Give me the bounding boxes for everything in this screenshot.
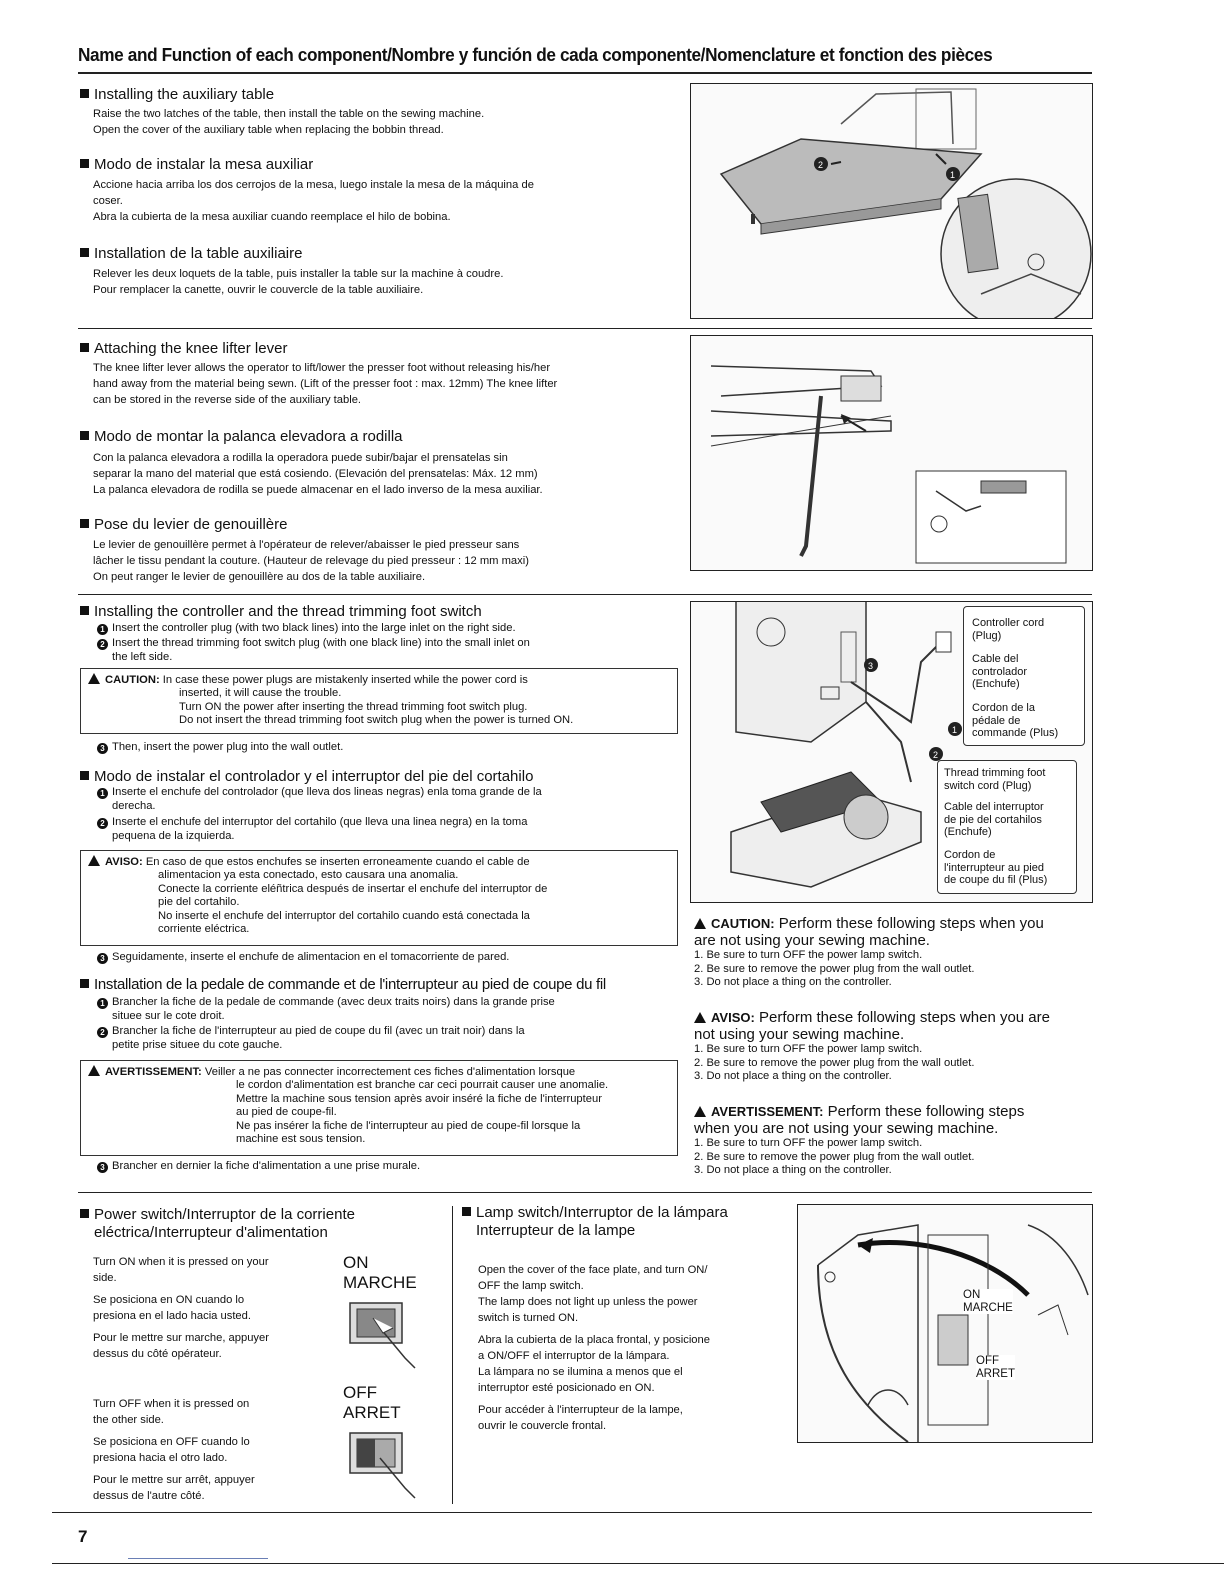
lamp-fig-on: ON MARCHE bbox=[963, 1289, 1013, 1314]
lamp-switch-illustration bbox=[797, 1204, 1093, 1443]
knee-body-fr: Le levier de genouillère permet à l'opérateur de relever/abaisser le pied presseur sans lâcher le tissu pendant la couture. (Hauteur de relevage du pied presseur : 12 mm maxi) On peut ranger le levier de genouillère au dos de la table auxiliaire. bbox=[93, 539, 529, 583]
aux-table-body-en: Raise the two latches of the table, then install the table on the sewing machine. Open the cover of the auxiliary table when replacing the bobbin thread. bbox=[93, 108, 485, 136]
controller-cord-callout: Controller cord (Plug) Cable del controlador (Enchufe) Cordon de la pédale de commande (Plus) bbox=[963, 606, 1085, 746]
caution-box-es: AVISO: En caso de que estos enchufes se inserten erroneamente cuando el cable de alimentacion ya esta conectado, esto causara una anomalia. Conecte la corriente eléñtrica después de insertar el enchufe del interruptor de pie del cortahilo. No inserte el enchufe del interruptor del cortahilo cuando está conectada la corriente eléctrica. bbox=[80, 850, 678, 946]
controller-step3-fr: 3 Brancher en dernier la fiche d'alimentation a une prise murale. bbox=[97, 1160, 420, 1174]
aux-table-heading-fr: Installation de la table auxiliaire bbox=[80, 245, 302, 263]
footer-rule bbox=[52, 1512, 1092, 1513]
controller-heading-es: Modo de instalar el controlador y el interruptor del pie del cortahilo bbox=[80, 768, 533, 786]
knee-heading-en: Attaching the knee lifter lever bbox=[80, 340, 287, 358]
power-off-label: OFF ARRET bbox=[343, 1383, 401, 1422]
controller-step3-es: 3 Seguidamente, inserte el enchufe de alimentacion en el tomacorriente de pared. bbox=[97, 951, 509, 965]
knee-body-en: The knee lifter lever allows the operator to lift/lower the presser foot without releasing his/her hand away from the material being sewn. (Lift of the presser foot : max. 12mm) The knee lifter can be stored in the reverse side of the auxiliary table. bbox=[93, 362, 558, 406]
svg-text:2: 2 bbox=[933, 750, 939, 760]
power-off-text: Turn OFF when it is pressed on the other side. Se posiciona en OFF cuando lo presiona hacia el otro lado. Pour le mettre sur arrêt, appuyer dessus de l'autre côté. bbox=[93, 1398, 255, 1502]
not-using-caution-es: AVISO: Perform these following steps when you are not using your sewing machine. 1. Be sure to turn OFF the power lamp switch. 2. Be sure to remove the power plug from the wall outlet. 3. Do not place a thing on the controller. bbox=[694, 1009, 1050, 1082]
controller-step2-en: 2 Insert the thread trimming foot switch plug (with one black line) into the small inlet on the left side. bbox=[97, 637, 530, 664]
power-switch-heading: Power switch/Interruptor de la corriente eléctrica/Interrupteur d'alimentation bbox=[80, 1206, 355, 1242]
controller-illustration bbox=[690, 601, 1093, 903]
power-off-switch-icon bbox=[345, 1428, 425, 1500]
caution-box-en: CAUTION: In case these power plugs are mistakenly inserted while the power cord is inserted, it will cause the trouble. Turn ON the power after inserting the thread trimming foot switch plug. Do not insert the thread trimming foot switch plug when the power is turned ON. bbox=[80, 668, 678, 734]
svg-text:1: 1 bbox=[950, 170, 956, 180]
aux-table-heading-en: Installing the auxiliary table bbox=[80, 86, 274, 104]
aux-table-illustration bbox=[690, 83, 1093, 319]
controller-step2-fr: 2 Brancher la fiche de l'interrupteur au pied de coupe du fil (avec un trait noir) dans la petite prise situee du cote gauche. bbox=[97, 1025, 525, 1052]
controller-step3-en: 3 Then, insert the power plug into the wall outlet. bbox=[97, 741, 343, 755]
controller-step1-en: 1 Insert the controller plug (with two black lines) into the large inlet on the right side. bbox=[97, 622, 516, 636]
controller-step1-fr: 1 Brancher la fiche de la pedale de commande (avec deux traits noirs) dans la grande prise situee sur le cote droit. bbox=[97, 996, 555, 1023]
not-using-caution-fr: AVERTISSEMENT: Perform these following steps when you are not using your sewing machine. 1. Be sure to turn OFF the power lamp switch. 2. Be sure to remove the power plug from the wall outlet. 3. Do not place a thing on the controller. bbox=[694, 1103, 1025, 1176]
section-rule-1 bbox=[78, 328, 1092, 329]
caution-box-fr: AVERTISSEMENT: Veiller a ne pas connecter incorrectement ces fiches d'alimentation lorsque le cordon d'alimentation est branche car ceci pourrait causer une anomalie. Mettre la machine sous tension après avoir inséré la fiche de l'interrupteur au pied de coupe-fil. Ne pas insérer la fiche de l'interrupteur au pied de coupe-fil lorsque la machine est sous tension. bbox=[80, 1060, 678, 1156]
trimming-switch-callout: Thread trimming foot switch cord (Plug) Cable del interruptor de pie del cortahilos (Enchufe) Cordon de l'interrupteur au pied de coupe du fil (Plus) bbox=[937, 760, 1077, 894]
aux-table-heading-es: Modo de instalar la mesa auxiliar bbox=[80, 156, 313, 174]
svg-text:2: 2 bbox=[818, 160, 824, 170]
aux-table-body-fr: Relever les deux loquets de la table, puis installer la table sur la machine à coudre. Pour remplacer la canette, ouvrir le couvercle de la table auxiliaire. bbox=[93, 268, 504, 296]
power-on-text: Turn ON when it is pressed on your side. Se posiciona en ON cuando lo presiona en el lado hacia usted. Pour le mettre sur marche, appuyer dessus du côté opérateur. bbox=[93, 1256, 269, 1360]
controller-step1-es: 1 Inserte el enchufe del controlador (que lleva dos lineas negras) enla toma grande de la derecha. bbox=[97, 786, 542, 813]
lamp-switch-body: Open the cover of the face plate, and turn ON/ OFF the lamp switch. The lamp does not light up unless the power switch is turned ON. Abra la cubierta de la placa frontal, y posicione a ON/OFF el interruptor de la lámpara. La lámpara no se ilumina a menos que el interruptor esté posicionado en ON. Pour accéder à l'interrupteur de la lampe, ouvrir le couvercle frontal. bbox=[478, 1264, 710, 1432]
lamp-switch-heading: Lamp switch/Interruptor de la lámpara Interrupteur de la lampe bbox=[462, 1204, 728, 1240]
power-on-switch-icon bbox=[345, 1298, 425, 1370]
controller-step2-es: 2 Inserte el enchufe del interruptor del cortahilo (que lleva una linea negra) en la toma pequena de la izquierda. bbox=[97, 816, 527, 843]
page-title: Name and Function of each component/Nombre y función de cada componente/Nomenclature et fonction des pièces bbox=[78, 44, 993, 65]
power-on-label: ON MARCHE bbox=[343, 1253, 417, 1292]
section-rule-2 bbox=[78, 594, 1092, 595]
page-number: 7 bbox=[78, 1527, 88, 1546]
lamp-fig-off: OFF ARRET bbox=[976, 1355, 1015, 1380]
controller-heading-en: Installing the controller and the thread trimming foot switch bbox=[80, 603, 482, 621]
bottom-rule bbox=[52, 1563, 1224, 1564]
knee-body-es: Con la palanca elevadora a rodilla la operadora puede subir/bajar el prensatelas sin separar la mano del material que está cosiendo. (Elevación del prensatelas: Máx. 12 mm) La palanca elevadora de rodilla se puede almacenar en el lado inverso de la mesa auxiliar. bbox=[93, 452, 543, 496]
knee-heading-es: Modo de montar la palanca elevadora a rodilla bbox=[80, 428, 403, 446]
section-rule-3 bbox=[78, 1192, 1092, 1193]
knee-heading-fr: Pose du levier de genouillère bbox=[80, 516, 287, 534]
controller-heading-fr: Installation de la pedale de commande et de l'interrupteur au pied de coupe du fil bbox=[80, 976, 606, 994]
svg-text:1: 1 bbox=[952, 725, 958, 735]
bottom-accent bbox=[128, 1558, 268, 1559]
knee-lifter-illustration bbox=[690, 335, 1093, 571]
not-using-caution-en: CAUTION: Perform these following steps when you are not using your sewing machine. 1. Be sure to turn OFF the power lamp switch. 2. Be sure to remove the power plug from the wall outlet. 3. Do not place a thing on the controller. bbox=[694, 915, 1044, 988]
column-divider bbox=[452, 1206, 453, 1504]
svg-text:3: 3 bbox=[868, 661, 874, 671]
title-rule bbox=[78, 72, 1092, 74]
aux-table-body-es: Accione hacia arriba los dos cerrojos de la mesa, luego instale la mesa de la máquina de coser. Abra la cubierta de la mesa auxiliar cuando reemplace el hilo de bobina. bbox=[93, 179, 534, 223]
